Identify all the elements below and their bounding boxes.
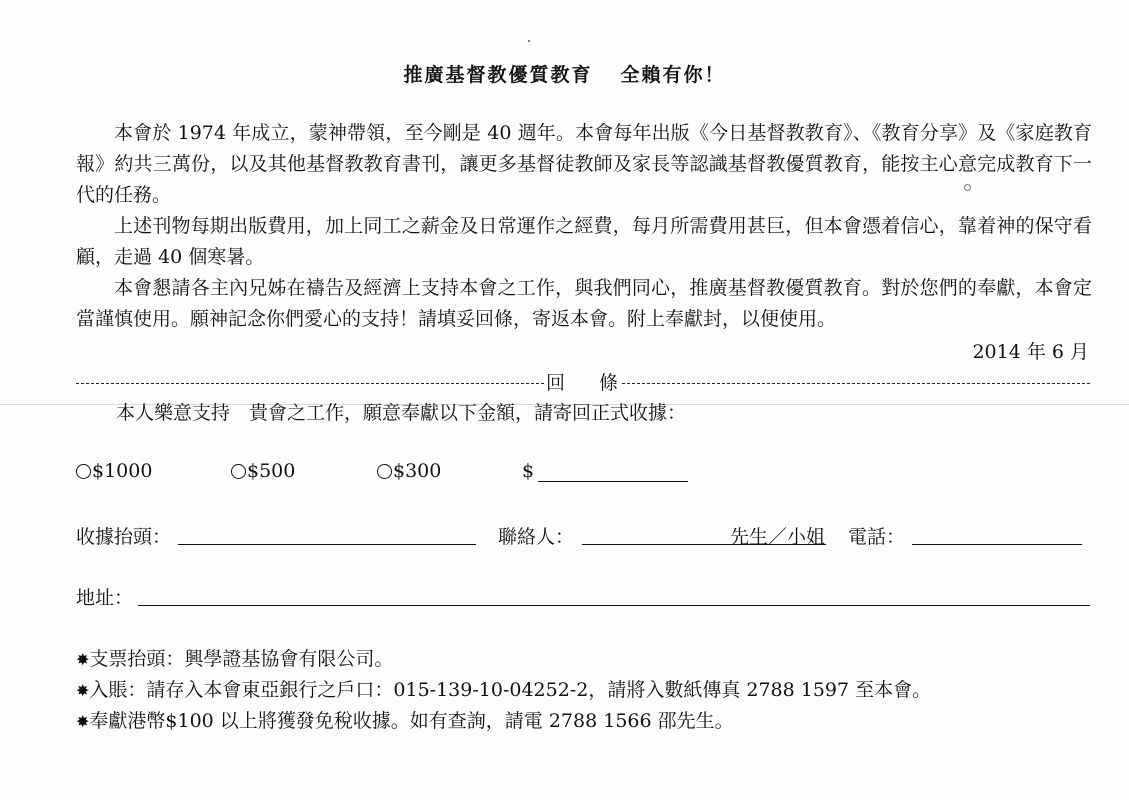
page-title [0,60,1129,87]
address-row [76,583,1090,613]
notes-list [76,644,931,737]
amount-option-300[interactable]: $300 [377,460,441,482]
asterisk-icon: ✸ [76,681,90,700]
letter-date: 2014 年 6 月 [972,341,1089,363]
amount-options [76,460,696,490]
other-amount-field[interactable] [538,461,688,482]
contact-label: 聯絡人： [498,526,575,548]
address-label: 地址： [76,587,134,609]
amount-other: $ [522,460,688,482]
note-cheque: ✸支票抬頭：興學證基協會有限公司。 [76,648,394,670]
radio-circle-icon[interactable] [231,464,246,479]
reply-slip-heading: 回條 [546,371,653,394]
receipt-name-field[interactable] [178,522,476,545]
paper-speck [528,40,530,42]
radio-circle-icon[interactable] [377,464,392,479]
title-sub: 全賴有你！ [620,64,726,86]
receipt-contact-row [76,522,1090,552]
phone-field[interactable] [912,522,1082,545]
note-deposit: ✸入賬：請存入本會東亞銀行之戶口：015-139-10-04252-2，請將入數紙傳真 2788 1597 至本會。 [76,679,932,701]
paragraph-history: 本會於 1974 年成立，蒙神帶領，至今剛是 40 週年。本會每年出版《今日基督教教育》、《教育分享》及《家庭教育報》約共三萬份，以及其他基督教教育書刊，讓更多基督徒教師及家長等認識基督教優質教育，能按主心意完成教育下一代的任務。 [76,122,1092,206]
amount-option-1000[interactable]: $1000 [76,460,152,482]
receipt-name-label: 收據抬頭： [76,526,172,548]
phone-label: 電話： [848,526,906,548]
title-options: 先生／小姐 [730,526,826,548]
radio-circle-icon[interactable] [76,464,91,479]
title-main: 推廣基督教優質教育 [403,64,593,86]
paragraph-appeal: 本會懇請各主內兄姊在禱告及經濟上支持本會之工作，與我們同心，推廣基督教優質教育。對於您們的奉獻，本會定當謹慎使用。願神記念你們愛心的支持！請填妥回條，寄返本會。附上奉獻封，以便使用。 [76,277,1092,330]
paragraph-expenses: 上述刊物每期出版費用，加上同工之薪金及日常運作之經費，每月所需費用甚巨，但本會憑着信心，靠着神的保守看顧，走過 40 個寒暑。 [76,215,1092,268]
asterisk-icon: ✸ [76,712,90,731]
pledge-post: 貴會之工作，願意奉獻以下金額，請寄回正式收據： [249,402,687,424]
pledge-statement [116,398,686,425]
pledge-pre: 本人樂意支持 [116,402,231,424]
note-tax: ✸奉獻港幣$100 以上將獲發免稅收據。如有查詢，請電 2788 1566 邵先生。 [76,710,734,732]
cut-line [76,366,1090,396]
asterisk-icon: ✸ [76,650,90,669]
amount-option-500[interactable]: $500 [231,460,295,482]
address-field[interactable] [138,583,1090,606]
